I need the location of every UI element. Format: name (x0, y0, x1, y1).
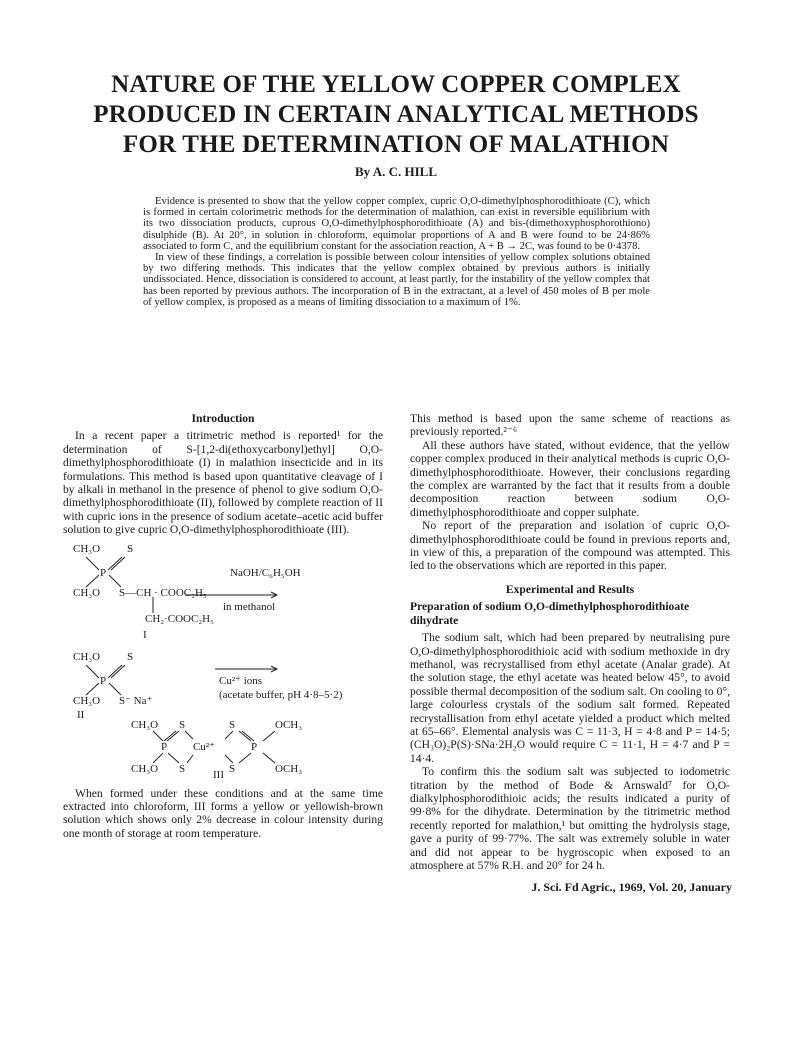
scheme-iii-s-bottom-right: S (229, 762, 236, 775)
subsection-heading-preparation: Preparation of sodium O,O-dimethylphosphorodithioate dihydrate (410, 600, 690, 627)
right-paragraph-4: The sodium salt, which had been prepared by neutralising pure O,O-dimethylphosphorodithioic acid with sodium methoxide in dry methanol, was recrystallised from ethyl acetate (Analar grade). At the solution stage, the ethyl acetate was heated below 45°, to avoid possible thermal decomposition of the sodium salt. On cooling to 0°, large colourless crystals of the sodium salt formed. Repeated recrystallisation from ethyl acetate yielded a product which melted at 65–66°. Elemental analysis was C = 11·3, H = 4·8 and P = 14·5; (CH₃O)₂P(S)·SNa·2H₂O would require C = 11·1, H = 4·7 and P = 14·4. (410, 631, 730, 765)
author-byline: By A. C. HILL (355, 164, 437, 179)
scheme-reagent-buffer: (acetate buffer, pH 4·8–5·2) (219, 688, 343, 701)
scheme-i-ch2-group: CH₂·COOC₂H₅ (145, 612, 214, 625)
scheme-iii-cu: Cu²⁺ (193, 740, 215, 753)
title-line-1: NATURE OF THE YELLOW COPPER COMPLEX (111, 71, 681, 98)
section-heading-experimental: Experimental and Results (505, 582, 635, 596)
abstract (143, 196, 650, 308)
scheme-ii-s-top: S (127, 650, 134, 663)
closing-paragraph: When formed under these conditions and at the same time extracted into chloroform, III forms a yellow or yellowish-brown solution which shows only 2% decrease in colour intensity during one month of storage at room temperature. (63, 786, 383, 840)
scheme-iii-och3-top: OCH₃ (275, 718, 303, 731)
left-column (63, 412, 383, 840)
right-paragraph-1: This method is based upon the same scheme of reactions as previously reported.²⁻⁶ (410, 412, 730, 439)
scheme-bonds (63, 543, 383, 781)
scheme-ii-ch3o-top: CH₃O (73, 650, 101, 663)
scheme-reagent-naoh: NaOH/C₆H₅OH (230, 566, 301, 579)
scheme-label-i: I (143, 628, 147, 641)
scheme-iii-s-top-right: S (229, 718, 236, 731)
right-paragraph-3: No report of the preparation and isolation of cupric O,O-dimethylphosphorodithioate could be found in previous reports and, in view of this, a preparation of the compound was attempted. This led to the observations which are reported in this paper. (410, 519, 730, 573)
abstract-paragraph-2: In view of these findings, a correlation is possible between colour intensities of yellow complex solutions obtained by two differing methods. This indicates that the yellow complex obtained by previous authors is initially undissociated. Hence, dissociation is considered to account, at least partly, for the instability of the yellow complex that has been reported by previous authors. The incorporation of B in the extractant, at a level of 450 moles of B per mole of yellow complex, is proposed as a means of limiting dissociation to a maximum of 1%. (143, 252, 650, 308)
right-column (410, 412, 730, 872)
scheme-i-ch3o-bottom: CH₃O (73, 586, 101, 599)
scheme-reagent-cu-ions: Cu²⁺ ions (219, 674, 263, 687)
scheme-iii-p-left: P (161, 740, 168, 753)
title-line-2: PRODUCED IN CERTAIN ANALYTICAL METHODS (93, 101, 699, 128)
scheme-label-ii: II (77, 708, 85, 721)
scheme-i-ch-group: S—CH · COOC₂H₅ (119, 586, 207, 599)
scheme-i-s-top: S (127, 542, 134, 555)
scheme-ii-p: P (100, 674, 107, 687)
journal-footer: J. Sci. Fd Agric., 1969, Vol. 20, January (531, 880, 732, 894)
scheme-ii-ch3o-bottom: CH₃O (73, 694, 101, 707)
scheme-iii-ch3o-top: CH₃O (131, 718, 159, 731)
scheme-i-p: P (100, 566, 107, 579)
section-heading-introduction: Introduction (191, 412, 255, 425)
reaction-scheme (63, 543, 383, 781)
scheme-i-ch3o-top: CH₃O (73, 542, 101, 555)
abstract-paragraph-1: Evidence is presented to show that the yellow copper complex, cupric O,O-dimethylphosphorodithioate (C), which is formed in certain colorimetric methods for the determination of malathion, can exist in reversible equilibrium with its two dissociation products, cuprous O,O-dimethylphosphorodithioate (A) and bis-(dimethoxyphosphorothiono) disulphide (B). At 20°, in solution in chloroform, equimolar proportions of A and B were found to be 24·86% associated to form C, and the equilibrium constant for the association reaction, A + B → 2C, was found to be 0·4378. (143, 196, 650, 252)
scheme-label-iii: III (213, 768, 224, 781)
scheme-reagent-methanol: in methanol (223, 600, 276, 613)
title-line-3: FOR THE DETERMINATION OF MALATHION (122, 131, 670, 158)
paper-title (60, 70, 732, 160)
scheme-iii-s-bottom-left: S (179, 762, 186, 775)
scheme-iii-p-right: P (251, 740, 258, 753)
right-paragraph-5: To confirm this the sodium salt was subjected to iodometric titration by the method of Bode & Arnswald⁷ for O,O-dialkylphosphorodithioic acids; the results indicated a purity of 99·8% for the dihydrate. Determination by the titrimetric method recently reported for malathion,¹ but omitting the hydrolysis stage, gave a purity of 99·77%. The salt was extremely soluble in water and did not appear to be hygroscopic when exposed to an atmosphere at 57% R.H. and 20° for 24 h. (410, 765, 730, 872)
right-paragraph-2: All these authors have stated, without evidence, that the yellow copper complex produced in their analytical methods is cupric O,O-dimethylphosphorodithioate. However, their conclusions regarding the complex are warranted by the fact that it results from a double decomposition reaction between sodium O,O-dimethylphosphorodithioate and copper sulphate. (410, 438, 730, 519)
scheme-ii-sna: S⁻ Na⁺ (119, 694, 153, 707)
scheme-iii-och3-bottom: OCH₃ (275, 762, 303, 775)
scheme-iii-s-top-left: S (179, 718, 186, 731)
intro-paragraph: In a recent paper a titrimetric method is reported¹ for the determination of S-[1,2-di(ethoxycarbonyl)ethyl] O,O-dimethylphosphorodithioate (I) in malathion insecticide and in its formulations. This method is based upon quantitative cleavage of I by alkali in methanol in the presence of phenol to give sodium O,O-dimethylphosphorodithioate (II), followed by complete reaction of II with cupric ions in the presence of sodium acetate–acetic acid buffer solution to give cupric O,O-dimethylphosphorodithioate (III). (63, 429, 383, 537)
scheme-iii-ch3o-bottom: CH₃O (131, 762, 159, 775)
